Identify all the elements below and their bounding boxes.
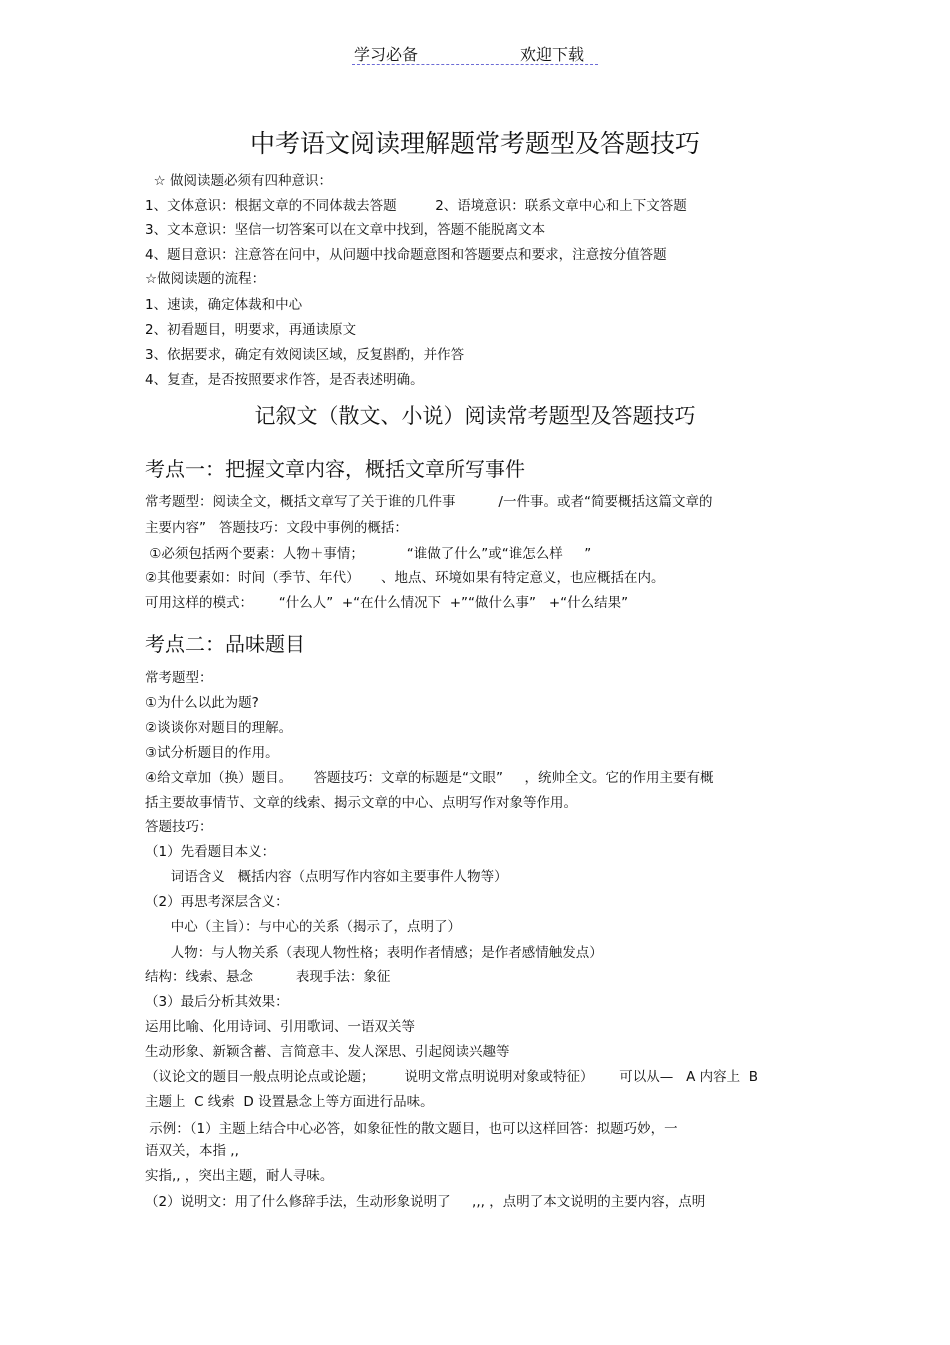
text-line: 实指,, ，突出主题，耐人寻味。 bbox=[145, 1168, 334, 1184]
text-line: 可用这样的模式： “什么人” +“在什么情况下 +”“做什么事” +“什么结果” bbox=[145, 595, 629, 611]
text-line: ④给文章加（换）题目。 答题技巧：文章的标题是“文眼” ，统帅全文。它的作用主要有概 bbox=[145, 770, 714, 786]
text-line: 运用比喻、化用诗词、引用歌词、一语双关等 bbox=[145, 1019, 415, 1035]
text-line: 人物：与人物关系（表现人物性格；表明作者情感；是作者感情触发点） bbox=[145, 945, 603, 961]
text-line: ②其他要素如：时间（季节、年代） 、地点、环境如果有特定意义，也应概括在内。 bbox=[145, 570, 665, 586]
text-line: （1）先看题目本义： bbox=[145, 844, 276, 860]
page-header bbox=[352, 40, 598, 65]
text-line: （2）再思考深层含义： bbox=[145, 894, 289, 910]
text-line: 1、速读，确定体裁和中心 bbox=[145, 297, 303, 313]
text-line: （议论文的题目一般点明论点或论题； 说明文常点明说明对象或特征） 可以从— A 内容上 B bbox=[145, 1069, 759, 1085]
text-line: 2、初看题目，明要求，再通读原文 bbox=[145, 322, 357, 338]
document-title: 中考语文阅读理解题常考题型及答题技巧 bbox=[249, 129, 700, 158]
text-line: 常考题型：阅读全文，概括文章写了关于谁的几件事 /一件事。或者“简要概括这篇文章的 bbox=[145, 494, 713, 510]
header-right: 欢迎下载 bbox=[520, 45, 585, 64]
text-line: （2）说明文：用了什么修辞手法，生动形象说明了 ,,, ，点明了本文说明的主要内容，点明 bbox=[145, 1194, 706, 1210]
text-line: ☆ 做阅读题必须有四种意识： bbox=[145, 173, 332, 189]
text-line: 示例：（1）主题上结合中心必答，如象征性的散文题目，也可以这样回答：拟题巧妙，一 bbox=[145, 1121, 678, 1137]
text-line: 生动形象、新颖含蓄、言简意丰、发人深思、引起阅读兴趣等 bbox=[145, 1044, 510, 1060]
text-line: 语双关，本指 ,, bbox=[145, 1143, 239, 1159]
text-line: 3、文本意识：坚信一切答案可以在文章中找到，答题不能脱离文本 bbox=[145, 222, 546, 238]
heading-kaodian-1: 考点一：把握文章内容，概括文章所写事件 bbox=[145, 457, 525, 481]
text-line: ①必须包括两个要素：人物＋事情； “谁做了什么”或“谁怎么样 ” bbox=[145, 546, 592, 562]
text-line: 词语含义 概括内容（点明写作内容如主要事件人物等） bbox=[145, 869, 508, 885]
text-line: ☆做阅读题的流程： bbox=[145, 271, 266, 287]
text-line: 主题上 C 线索 D 设置悬念上等方面进行品味。 bbox=[145, 1094, 434, 1110]
text-line: ①为什么以此为题? bbox=[145, 695, 259, 711]
text-line: 主要内容” 答题技巧：文段中事例的概括： bbox=[145, 520, 408, 536]
text-line: 答题技巧： bbox=[145, 819, 213, 835]
text-line: 1、文体意识：根据文章的不同体裁去答题 2、语境意识：联系文章中心和上下文答题 bbox=[145, 198, 687, 214]
text-line: 结构：线索、悬念 表现手法：象征 bbox=[145, 969, 391, 985]
text-line: （3）最后分析其效果： bbox=[145, 994, 289, 1010]
text-line: 括主要故事情节、文章的线索、揭示文章的中心、点明写作对象等作用。 bbox=[145, 795, 577, 811]
text-line: 常考题型： bbox=[145, 670, 213, 686]
text-line: 3、依据要求，确定有效阅读区域，反复斟酌，并作答 bbox=[145, 347, 465, 363]
text-line: 4、复查，是否按照要求作答，是否表述明确。 bbox=[145, 372, 424, 388]
section-title: 记叙文（散文、小说）阅读常考题型及答题技巧 bbox=[254, 404, 696, 428]
text-line: 4、题目意识：注意答在问中，从问题中找命题意图和答题要点和要求，注意按分值答题 bbox=[145, 247, 667, 263]
text-line: ②谈谈你对题目的理解。 bbox=[145, 720, 293, 736]
text-line: 中心（主旨）：与中心的关系（揭示了，点明了） bbox=[145, 919, 461, 935]
text-line: ③试分析题目的作用。 bbox=[145, 745, 279, 761]
heading-kaodian-2: 考点二：品味题目 bbox=[145, 632, 305, 656]
header-left: 学习必备 bbox=[354, 45, 419, 64]
